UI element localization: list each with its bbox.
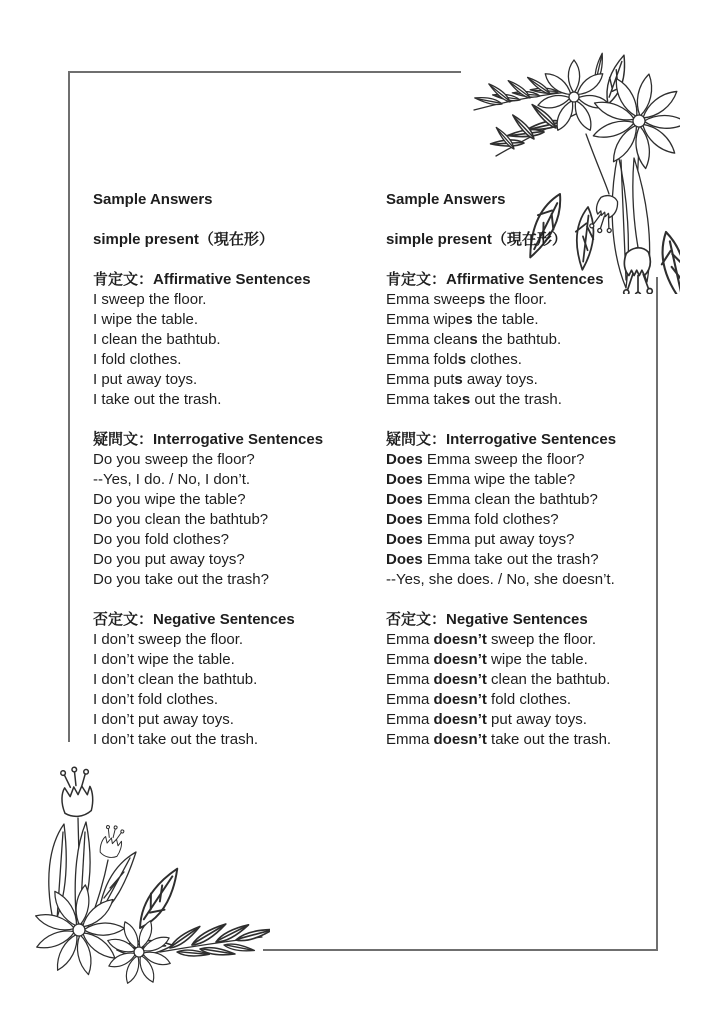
sentence-line: Emma cleans the bathtub. [386,331,562,348]
grammar-section [386,430,666,590]
sentence-line: I don’t clean the bathtub. [93,671,258,688]
answers-column-left [93,190,386,750]
section-heading: 疑問文：Interrogative Sentences [93,431,324,448]
grammar-section [386,270,666,410]
answer-columns [93,190,666,750]
sentence-line: I don’t put away toys. [93,711,234,728]
grammar-section [93,610,386,750]
section-heading: 肯定文：Affirmative Sentences [93,271,311,288]
sentence-line: Does Emma fold clothes? [386,511,559,528]
section-heading: 否定文：Negative Sentences [93,611,295,628]
sentence-line: I fold clothes. [93,351,182,368]
sentence-line: I don’t sweep the floor. [93,631,244,648]
sentence-line: Emma doesn’t wipe the table. [386,651,588,668]
column-title: Sample Answers [386,191,506,208]
grammar-section [93,270,386,410]
sentence-line: --Yes, she does. / No, she doesn’t. [386,571,615,588]
sentence-line: Does Emma wipe the table? [386,471,576,488]
answers-column-right [386,190,666,750]
sentence-line: Do you fold clothes? [93,531,229,548]
sentence-line: Emma doesn’t fold clothes. [386,691,572,708]
column-title: Sample Answers [93,191,213,208]
sentence-line: Do you take out the trash? [93,571,269,588]
column-sections [386,270,666,750]
sentence-line: I wipe the table. [93,311,199,328]
sentence-line: Does Emma take out the trash? [386,551,599,568]
sentence-line: I clean the bathtub. [93,331,221,348]
floral-decoration-bottom-left-icon [22,760,270,1010]
sentence-line: Emma sweeps the floor. [386,291,547,308]
sentence-line: --Yes, I do. / No, I don’t. [93,471,251,488]
sentence-line: Does Emma clean the bathtub? [386,491,598,508]
grammar-section [93,430,386,590]
column-subtitle: simple present（現在形） [93,231,274,248]
sentence-line: Do you clean the bathtub? [93,511,269,528]
section-heading: 否定文：Negative Sentences [386,611,588,628]
page-border-top [68,71,461,73]
sentence-line: Emma puts away toys. [386,371,538,388]
sentence-line: Emma doesn’t take out the trash. [386,731,612,748]
sentence-line: Does Emma sweep the floor? [386,451,585,468]
sentence-line: I don’t take out the trash. [93,731,259,748]
sentence-line: Do you sweep the floor? [93,451,255,468]
sentence-line: I don’t fold clothes. [93,691,219,708]
column-sections [93,270,386,750]
sentence-line: Emma folds clothes. [386,351,522,368]
page-border-bottom [263,949,658,951]
sentence-line: Emma doesn’t put away toys. [386,711,587,728]
sentence-line: I sweep the floor. [93,291,207,308]
sentence-line: Emma doesn’t clean the bathtub. [386,671,611,688]
sentence-line: Do you put away toys? [93,551,245,568]
sentence-line: I don’t wipe the table. [93,651,235,668]
section-heading: 肯定文：Affirmative Sentences [386,271,604,288]
section-heading: 疑問文：Interrogative Sentences [386,431,617,448]
page-border-left [68,71,70,742]
sentence-line: Does Emma put away toys? [386,531,575,548]
sentence-line: I put away toys. [93,371,198,388]
sentence-line: Do you wipe the table? [93,491,246,508]
sentence-line: I take out the trash. [93,391,222,408]
sentence-line: Emma wipes the table. [386,311,539,328]
column-subtitle: simple present（現在形） [386,231,567,248]
grammar-section [386,610,666,750]
sentence-line: Emma doesn’t sweep the floor. [386,631,597,648]
sentence-line: Emma takes out the trash. [386,391,562,408]
